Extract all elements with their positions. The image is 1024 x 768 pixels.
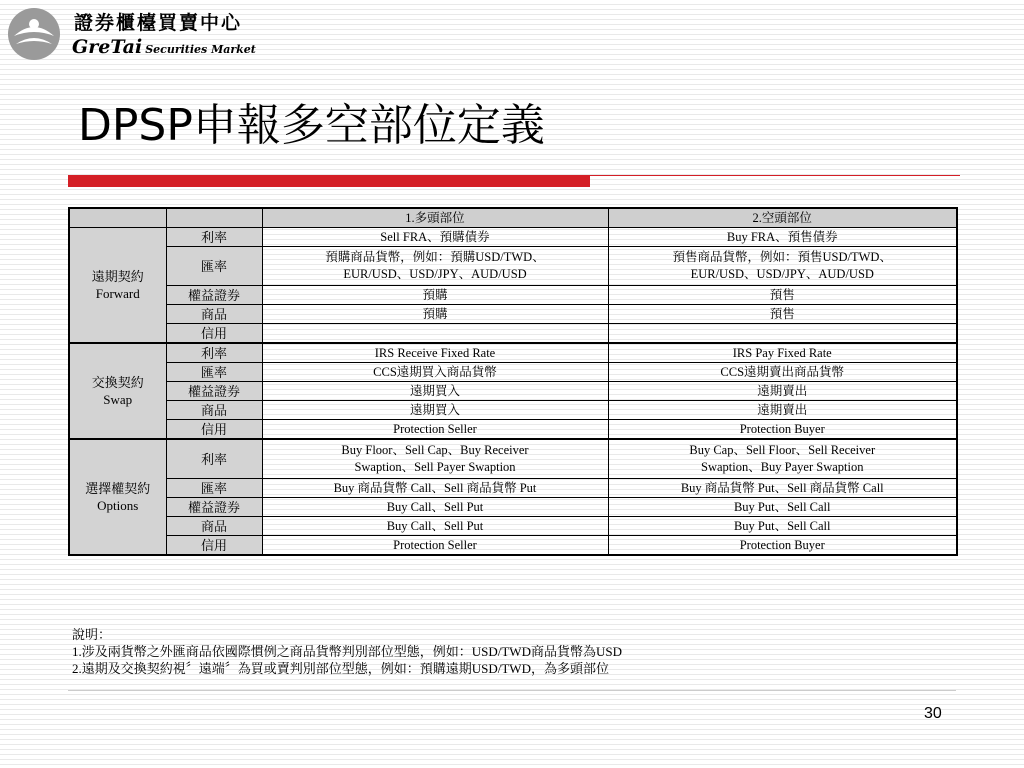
subcategory-cell: 利率 (166, 228, 262, 247)
long-cell: Sell FRA、預購債券 (262, 228, 608, 247)
short-cell: 遠期賣出 (608, 401, 957, 420)
subcategory-cell: 信用 (166, 420, 262, 440)
header-long-position: 1.多頭部位 (262, 208, 608, 228)
short-cell: Buy FRA、預售債券 (608, 228, 957, 247)
table-row (69, 382, 957, 401)
short-cell: Protection Buyer (608, 420, 957, 440)
category-forward-cn: 遠期契約 (91, 269, 144, 284)
gretai-emblem-icon (6, 6, 62, 62)
subcategory-cell: 商品 (166, 305, 262, 324)
subcategory-cell: 權益證券 (166, 286, 262, 305)
table-header-row (69, 208, 957, 228)
short-cell (608, 439, 957, 479)
short-cell: IRS Pay Fixed Rate (608, 343, 957, 363)
long-cell: 預購 (262, 305, 608, 324)
table-row (69, 536, 957, 556)
subcategory-cell: 利率 (166, 439, 262, 479)
short-cell: 預售 (608, 305, 957, 324)
category-swap-cn: 交換契約 (91, 375, 144, 390)
subcategory-cell: 商品 (166, 517, 262, 536)
table-row (69, 517, 957, 536)
long-cell: CCS遠期買入商品貨幣 (262, 363, 608, 382)
short-cell (608, 247, 957, 286)
long-cell (262, 324, 608, 344)
logo-english-name (72, 36, 256, 58)
table-row (69, 305, 957, 324)
footer-divider (68, 690, 956, 691)
short-cell-line: 預售商品貨幣，例如：預售USD/TWD、 (672, 250, 892, 264)
table-row (69, 343, 957, 363)
title-accent-bar (68, 175, 590, 187)
notes-heading: 說明： (72, 627, 112, 642)
category-forward (69, 228, 166, 344)
table-row (69, 228, 957, 247)
title-accent-line (590, 175, 960, 176)
long-cell (262, 439, 608, 479)
category-forward-en: Forward (95, 286, 140, 301)
long-cell: Buy Call、Sell Put (262, 517, 608, 536)
subcategory-cell: 匯率 (166, 363, 262, 382)
position-definition-table (68, 207, 958, 556)
header-empty-cell (69, 208, 166, 228)
long-cell: 遠期買入 (262, 382, 608, 401)
short-cell: Buy Put、Sell Call (608, 517, 957, 536)
table-row (69, 479, 957, 498)
short-cell-line: Swaption、Buy Payer Swaption (701, 460, 864, 474)
long-cell: Buy Call、Sell Put (262, 498, 608, 517)
long-cell: 預購 (262, 286, 608, 305)
table-row (69, 439, 957, 479)
logo-english-main: GreTai (72, 36, 143, 58)
short-cell-line: EUR/USD、USD/JPY、AUD/USD (690, 267, 874, 281)
table-row (69, 286, 957, 305)
short-cell: Buy Put、Sell Call (608, 498, 957, 517)
short-cell (608, 324, 957, 344)
category-options (69, 439, 166, 555)
subcategory-cell: 商品 (166, 401, 262, 420)
short-cell: CCS遠期賣出商品貨幣 (608, 363, 957, 382)
category-options-cn: 選擇權契約 (85, 481, 151, 496)
subcategory-cell: 權益證券 (166, 382, 262, 401)
category-options-en: Options (97, 498, 139, 513)
long-cell: Protection Seller (262, 536, 608, 556)
table-row (69, 401, 957, 420)
long-cell-line: EUR/USD、USD/JPY、AUD/USD (343, 267, 527, 281)
subcategory-cell: 匯率 (166, 247, 262, 286)
long-cell: IRS Receive Fixed Rate (262, 343, 608, 363)
notes-line: 2.遠期及交換契約視〞遠端〞為買或賣判別部位型態，例如：預購遠期USD/TWD，為多頭部位 (72, 661, 609, 676)
logo-chinese-name: 證券櫃檯買賣中心 (74, 12, 243, 34)
long-cell-line: Swaption、Sell Payer Swaption (354, 460, 516, 474)
page-number: 30 (924, 705, 942, 722)
long-cell (262, 247, 608, 286)
category-swap-en: Swap (103, 392, 133, 407)
explanation-notes (72, 626, 622, 677)
short-cell: Buy 商品貨幣 Put、Sell 商品貨幣 Call (608, 479, 957, 498)
subcategory-cell: 信用 (166, 324, 262, 344)
slide-title: DPSP申報多空部位定義 (78, 100, 545, 151)
long-cell: Protection Seller (262, 420, 608, 440)
gretai-logo (6, 4, 256, 66)
header-empty-cell (166, 208, 262, 228)
subcategory-cell: 匯率 (166, 479, 262, 498)
table-row (69, 498, 957, 517)
table-row (69, 247, 957, 286)
notes-line: 1.涉及兩貨幣之外匯商品依國際慣例之商品貨幣判別部位型態，例如：USD/TWD商品貨幣為USD (72, 644, 622, 659)
table-row (69, 363, 957, 382)
long-cell-line: Buy Floor、Sell Cap、Buy Receiver (341, 443, 529, 457)
long-cell: 遠期買入 (262, 401, 608, 420)
header-short-position: 2.空頭部位 (608, 208, 957, 228)
table-row (69, 420, 957, 440)
short-cell-line: Buy Cap、Sell Floor、Sell Receiver (689, 443, 876, 457)
subcategory-cell: 權益證券 (166, 498, 262, 517)
logo-english-sub: Securities Market (145, 43, 256, 56)
short-cell: Protection Buyer (608, 536, 957, 556)
subcategory-cell: 信用 (166, 536, 262, 556)
long-cell-line: 預購商品貨幣，例如：預購USD/TWD、 (325, 250, 545, 264)
long-cell: Buy 商品貨幣 Call、Sell 商品貨幣 Put (262, 479, 608, 498)
table-row (69, 324, 957, 344)
short-cell: 遠期賣出 (608, 382, 957, 401)
category-swap (69, 343, 166, 439)
short-cell: 預售 (608, 286, 957, 305)
subcategory-cell: 利率 (166, 343, 262, 363)
